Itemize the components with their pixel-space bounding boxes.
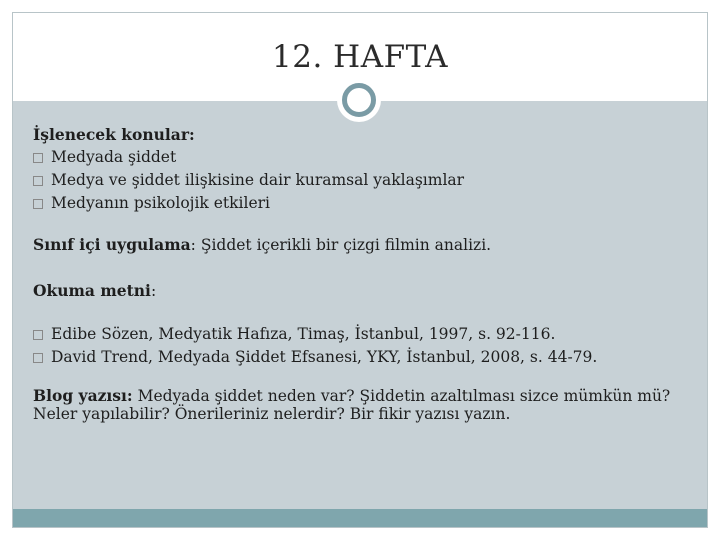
ring-ornament-icon [337, 78, 381, 122]
divider-left [21, 99, 339, 100]
topic-item [33, 146, 693, 169]
reading-label: Okuma metni [33, 281, 151, 300]
blog-label: Blog yazısı: [33, 386, 133, 405]
checkbox-square-icon [33, 353, 43, 363]
topic-item [33, 169, 693, 192]
reading-text: David Trend, Medyada Şiddet Efsanesi, YKY, İstanbul, 2008, s. 44-79. [51, 348, 598, 366]
slide [12, 12, 708, 528]
checkbox-square-icon [33, 330, 43, 340]
blog-text: Medyada şiddet neden var? Şiddetin azaltılması sizce mümkün mü? Neler yapılabilir? Önerileriniz nelerdir? Bir fikir yazısı yazın. [33, 387, 671, 423]
spacer [33, 369, 693, 387]
topics-heading: İşlenecek konular: [33, 125, 195, 144]
topic-text: Medya ve şiddet ilişkisine dair kuramsal yaklaşımlar [51, 171, 465, 189]
class-activity-text: : Şiddet içerikli bir çizgi filmin analizi. [190, 236, 492, 254]
reading-item [33, 346, 693, 369]
spacer [33, 215, 693, 233]
slide-content [33, 123, 693, 423]
blog-assignment [33, 387, 693, 423]
slide-title: 12. HAFTA [272, 39, 448, 75]
reading-text: Edibe Sözen, Medyatik Hafıza, Timaş, İstanbul, 1997, s. 92-116. [51, 325, 556, 343]
reading-heading [33, 279, 693, 303]
divider-right [379, 99, 525, 100]
checkbox-square-icon [33, 199, 43, 209]
spacer [33, 257, 693, 279]
topic-item [33, 192, 693, 215]
spacer [33, 303, 693, 323]
reading-item [33, 323, 693, 346]
class-activity-label: Sınıf içi uygulama [33, 235, 191, 254]
class-activity [33, 233, 693, 257]
reading-colon: : [150, 282, 157, 300]
topic-text: Medyanın psikolojik etkileri [51, 194, 270, 212]
checkbox-square-icon [33, 176, 43, 186]
footer-bar [13, 509, 707, 527]
checkbox-square-icon [33, 153, 43, 163]
topic-text: Medyada şiddet [51, 148, 177, 166]
